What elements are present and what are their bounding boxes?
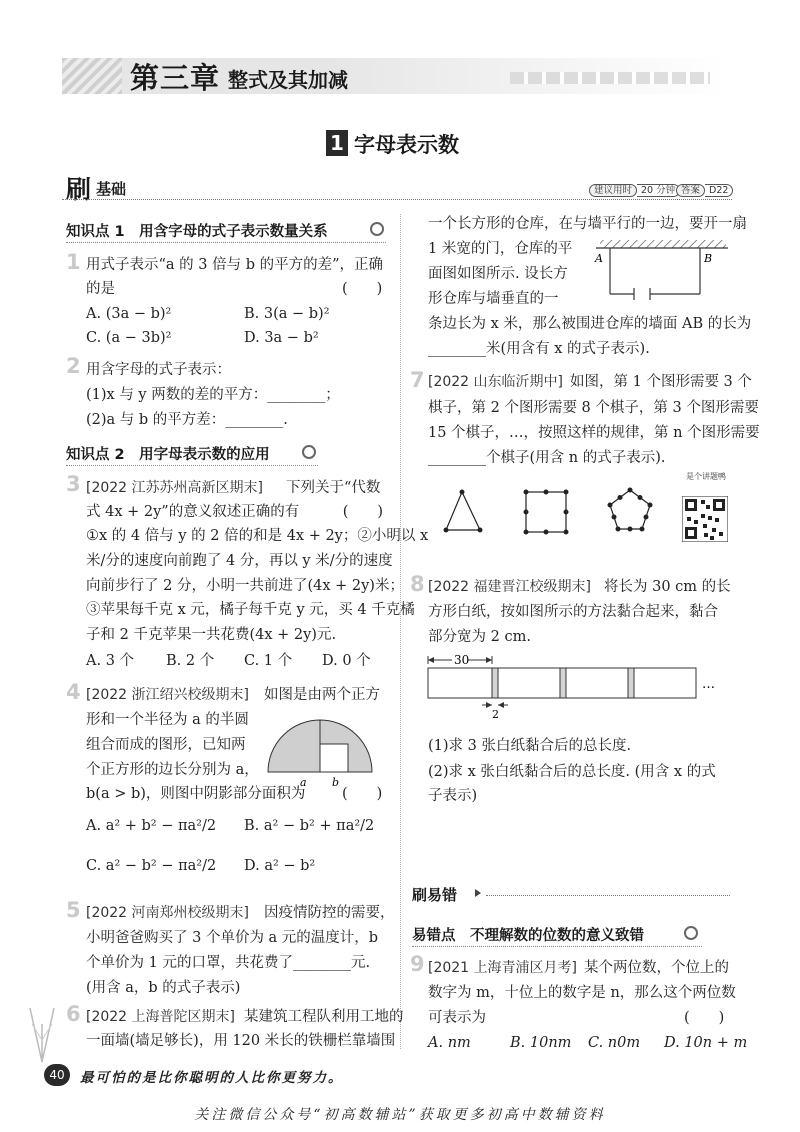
q3-text-line: 下列关于“代数 (286, 480, 381, 496)
section-number: 1 (326, 130, 348, 156)
option-b: B. 2 个 (166, 653, 215, 669)
q9-text-line: 某个两位数，个位上的 (584, 960, 729, 976)
q4-text-line: 形和一个半径为 a 的半圆 (86, 712, 249, 728)
qr-code-icon[interactable] (682, 496, 728, 542)
question-source: [2022 江苏苏州高新区期末] (86, 480, 264, 496)
question-source: [2022 河南郑州校级期末] (86, 905, 250, 921)
q5-text-line: 个单价为 1 元的口罩，共花费了________元. (86, 955, 371, 971)
chapter-number: 第三章 (130, 61, 221, 95)
question-source: [2022 福建晋江校级期末] (428, 579, 592, 595)
chapter-banner-stripes (62, 58, 122, 94)
knowledge-point-underline (66, 242, 386, 243)
brush-icon: 刷 (66, 175, 92, 204)
q3-text-line: ③苹果每千克 x 元，橘子每千克 y 元，买 4 千克橘 (86, 602, 415, 618)
question-number: 5 (66, 898, 81, 922)
time-label: 建议用时 (589, 184, 637, 197)
question-number: 4 (66, 680, 81, 704)
question-number: 9 (410, 952, 425, 976)
question-number: 2 (66, 354, 81, 378)
q3-text-line: 米/分的速度向前跑了 4 分，再以 y 米/分的速度 (86, 553, 393, 569)
q1-text-line: 的是 (86, 281, 115, 297)
pen-icon (684, 926, 698, 940)
option-d: D. a² − b² (244, 858, 316, 874)
column-divider (400, 214, 401, 1049)
fig-label-2: 2 (492, 708, 499, 720)
option-a: A. (3a − b)² (86, 306, 172, 322)
chapter-banner-decoration (510, 72, 710, 84)
q6-figure (590, 236, 730, 306)
option-b: B. a² − b² + πa²/2 (244, 818, 375, 834)
q4-figure (262, 710, 374, 788)
option-a: A. a² + b² − πa²/2 (86, 818, 217, 834)
option-a: A. nm (428, 1035, 471, 1051)
pentagon-figure (608, 488, 652, 531)
knowledge-point-underline (66, 465, 318, 466)
square-figure (524, 490, 568, 534)
option-a: A. 3 个 (86, 653, 135, 669)
q9-text-line: 数字为 m，十位上的数字是 n，那么这个两位数 (428, 985, 736, 1001)
time-value: 20 分钟 (637, 184, 680, 197)
q8-figure (424, 650, 724, 720)
q5-text-line: 小明爸爸购买了 3 个单价为 a 元的温度计，b (86, 930, 379, 946)
q6-text-line: 1 米宽的门，仓库的平 (428, 241, 573, 257)
q6-text-line: 一个长方形的仓库，在与墙平行的一边，要开一扇 (428, 216, 747, 232)
footer-motto: 最可怕的是比你聪明的人比你更努力。 (80, 1070, 344, 1086)
answer-paren: ( ) (342, 281, 383, 297)
q7-text-line: 15 个棋子，…，按照这样的规律，第 n 个图形需要 (428, 425, 760, 441)
q6-text-line: 某建筑工程队利用工地的 (244, 1009, 404, 1025)
error-section-title: 刷易错 (412, 886, 458, 904)
leaf-decoration-icon (24, 1004, 60, 1064)
q3-text-line: ①x 的 4 倍与 y 的 2 倍的和是 4x + 2y；②小明以 x (86, 528, 429, 544)
triangle-figure (444, 490, 482, 532)
q8-text-line: 部分宽为 2 cm. (428, 629, 531, 645)
option-d: D. 0 个 (322, 653, 371, 669)
q4-text-line: 个正方形的边长分别为 a， (86, 762, 259, 778)
q6-text-line: 一面墙(墙足够长)，用 120 米长的铁栅栏靠墙围 (86, 1033, 396, 1049)
time-tag (589, 182, 680, 196)
question-source: [2022 浙江绍兴校级期末] (86, 687, 250, 703)
option-c: C. n0m (588, 1035, 641, 1051)
question-source: [2022 山东临沂期中] (428, 374, 564, 390)
answer-page: D22 (705, 184, 733, 197)
fig-label-a: a (300, 776, 307, 788)
option-c: C. 1 个 (244, 653, 293, 669)
error-section-divider (486, 895, 730, 896)
option-d: D. 3a − b² (244, 330, 319, 346)
q7-text-line: 如图，第 1 个图形需要 3 个 (570, 374, 752, 390)
fig-label-a: A (595, 252, 603, 265)
q4-text-line: 如图是由两个正方 (264, 687, 380, 703)
chapter-title: 整式及其加减 (228, 68, 348, 92)
question-source: [2022 上海普陀区期末] (86, 1009, 236, 1025)
q4-text-line: b(a > b)，则图中阴影部分面积为 (86, 786, 306, 802)
answer-label: 答案 (676, 184, 705, 197)
question-number: 3 (66, 472, 81, 496)
q3-text-line: 子和 2 千克苹果一共花费(4x + 2y)元. (86, 627, 337, 643)
q2-text-line: (2)a 与 b 的平方差：________. (86, 412, 288, 428)
q8-text-line: 将长为 30 cm 的长 (604, 579, 731, 595)
error-point-underline (412, 946, 702, 947)
q5-text-line: (用含 a，b 的式子表示) (86, 980, 241, 996)
q4-text-line: 组合而成的图形，已知两 (86, 737, 246, 753)
pen-icon (370, 222, 384, 236)
q8-subquestion-1: (1)求 3 张白纸黏合后的总长度. (428, 738, 632, 754)
option-c: C. a² − b² − πa²/2 (86, 858, 217, 874)
q9-text-line: 可表示为 (428, 1010, 486, 1026)
section-title: 字母表示数 (354, 133, 459, 157)
q7-text-line: 棋子，第 2 个图形需要 8 个棋子，第 3 个图形需要 (428, 400, 759, 416)
answer-paren: ( ) (684, 1010, 725, 1026)
basic-label: 基础 (96, 180, 127, 198)
q6-text-line: 面图如图所示. 设长方 (428, 266, 568, 282)
knowledge-point-2: 知识点 2 用字母表示数的应用 (66, 447, 270, 463)
q1-text-line: 用式子表示“a 的 3 倍与 b 的平方的差”，正确 (86, 257, 384, 273)
q7-figure (440, 484, 660, 540)
option-d: D. 10n + m (664, 1035, 748, 1051)
fig-ellipsis: … (702, 677, 715, 692)
q7-text-line: ________个棋子(用含 n 的式子表示). (428, 450, 666, 466)
answer-paren: ( ) (342, 786, 383, 802)
q3-text-line: 向前步行了 2 分，小明一共前进了(4x + 2y)米； (86, 578, 404, 594)
q8-subquestion-2: (2)求 x 张白纸黏合后的总长度. (用含 x 的式 (428, 764, 716, 780)
arrow-icon (475, 889, 481, 897)
pen-icon (302, 445, 316, 459)
question-number: 1 (66, 250, 81, 274)
q2-text-line: 用含字母的式子表示： (86, 362, 231, 378)
question-number: 7 (410, 368, 425, 392)
question-number: 8 (410, 572, 425, 596)
q8-text-line: 方形白纸，按如图所示的方法黏合起来，黏合 (428, 604, 718, 620)
answer-tag (676, 182, 733, 196)
q8-subquestion-2-cont: 子表示) (428, 788, 478, 804)
fig-label-30: 30 (454, 653, 470, 667)
page-number: 40 (44, 1064, 70, 1086)
knowledge-point-1: 知识点 1 用含字母的式子表示数量关系 (66, 224, 328, 240)
qr-label: 是个讲题鸭 (686, 472, 726, 481)
fig-label-b: B (704, 252, 713, 265)
option-b: B. 3(a − b)² (244, 306, 330, 322)
option-c: C. (a − 3b)² (86, 330, 172, 346)
q6-text-line: ________米(用含有 x 的式子表示). (428, 341, 650, 357)
q2-text-line: (1)x 与 y 两数的差的平方：________； (86, 387, 340, 403)
question-number: 6 (66, 1002, 81, 1026)
question-source: [2021 上海青浦区月考] (428, 960, 578, 976)
fig-label-b: b (332, 776, 340, 788)
option-b: B. 10nm (510, 1035, 572, 1051)
q5-text-line: 因疫情防控的需要， (264, 905, 395, 921)
q6-text-line: 条边长为 x 米，那么被围进仓库的墙面 AB 的长为 (428, 316, 752, 332)
error-point: 易错点 不理解数的位数的意义致错 (412, 928, 644, 944)
q6-text-line: 形仓库与墙垂直的一 (428, 291, 559, 307)
q3-text-line: 式 4x + 2y”的意义叙述正确的有 ( ) (86, 504, 384, 520)
basic-divider (62, 199, 732, 200)
bottom-note: 关注微信公众号“初高数辅站”获取更多初高中数辅资料 (194, 1107, 606, 1123)
